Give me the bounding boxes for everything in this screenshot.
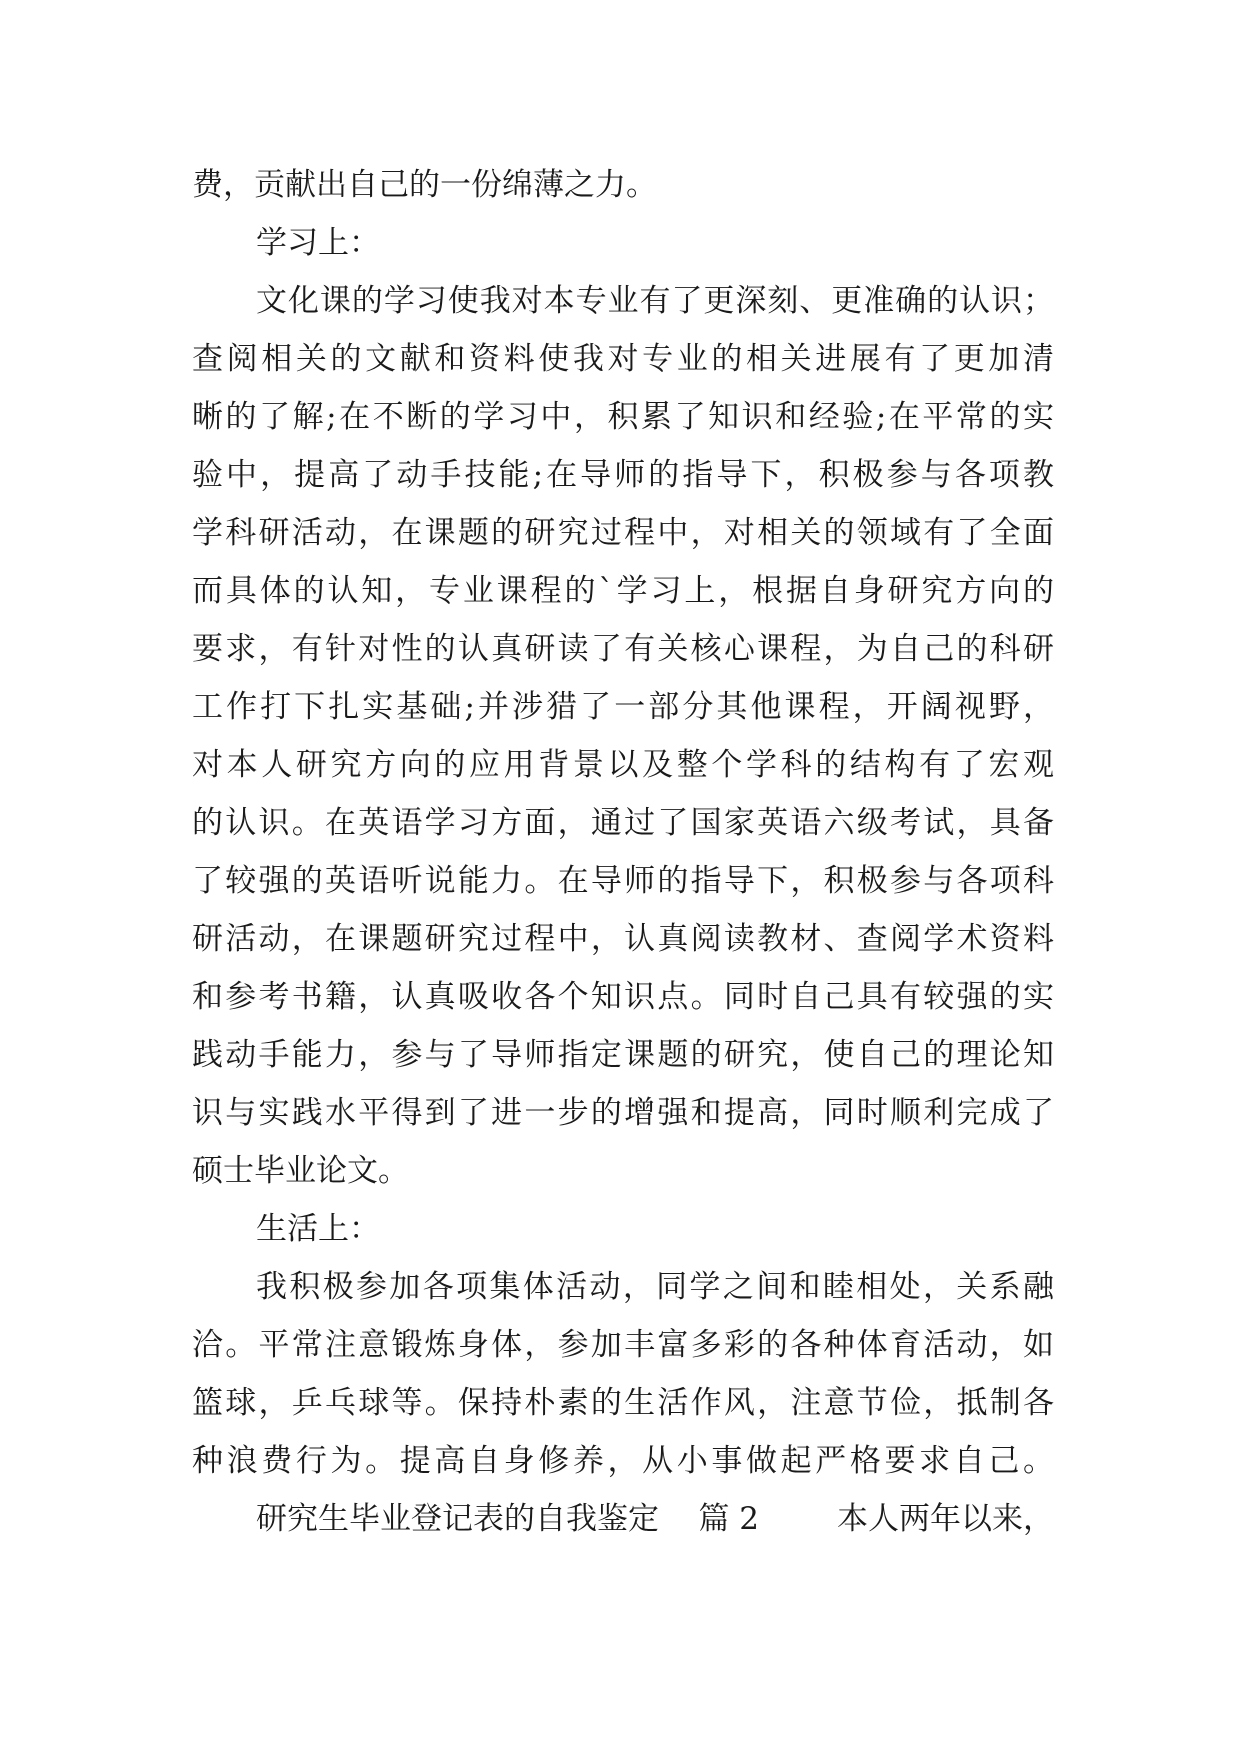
text-line: 学习上： — [256, 225, 380, 261]
text-line: 文化课的学习使我对本专业有了更深刻、更准确的认识； — [256, 283, 1054, 319]
text-line: 验中，提高了动手技能;在导师的指导下，积极参与各项教 — [192, 457, 1054, 493]
text-line: 而具体的认知，专业课程的`学习上，根据自身研究方向的 — [192, 573, 1054, 609]
text-line: 篮球，乒乓球等。保持朴素的生活作风，注意节俭，抵制各 — [192, 1385, 1054, 1421]
text-line: 洽。平常注意锻炼身体，参加丰富多彩的各种体育活动，如 — [192, 1327, 1054, 1363]
text-line: 工作打下扎实基础;并涉猎了一部分其他课程，开阔视野， — [192, 689, 1054, 725]
text-line: 学科研活动，在课题的研究过程中，对相关的领域有了全面 — [192, 515, 1054, 551]
text-line: 种浪费行为。提高自身修养，从小事做起严格要求自己。 — [192, 1443, 1054, 1479]
text-line: 践动手能力，参与了导师指定课题的研究，使自己的理论知 — [192, 1037, 1054, 1073]
text-line: 我积极参加各项集体活动，同学之间和睦相处，关系融 — [256, 1269, 1054, 1305]
text-line: 查阅相关的文献和资料使我对专业的相关进展有了更加清 — [192, 341, 1054, 377]
text-line: 对本人研究方向的应用背景以及整个学科的结构有了宏观 — [192, 747, 1054, 783]
text-line: 的认识。在英语学习方面，通过了国家英语六级考试，具备 — [192, 805, 1054, 841]
section-continuation-text: 本人两年以来， — [837, 1501, 1054, 1537]
text-line: 费，贡献出自己的一份绵薄之力。 — [192, 167, 657, 203]
text-line: 识与实践水平得到了进一步的增强和提高，同时顺利完成了 — [192, 1095, 1054, 1131]
text-line: 生活上： — [256, 1211, 380, 1247]
text-line: 晰的了解;在不断的学习中，积累了知识和经验;在平常的实 — [192, 399, 1054, 435]
section-heading-line — [256, 1490, 1054, 1548]
section-heading-title: 研究生毕业登记表的自我鉴定 — [256, 1501, 659, 1537]
text-line: 要求，有针对性的认真研读了有关核心课程，为自己的科研 — [192, 631, 1054, 667]
text-line: 研活动，在课题研究过程中，认真阅读教材、查阅学术资料 — [192, 921, 1054, 957]
text-line: 了较强的英语听说能力。在导师的指导下，积极参与各项科 — [192, 863, 1054, 899]
text-line: 硕士毕业论文。 — [192, 1153, 409, 1189]
text-line: 和参考书籍，认真吸收各个知识点。同时自己具有较强的实 — [192, 979, 1054, 1015]
section-number: 篇 2 — [698, 1501, 760, 1537]
